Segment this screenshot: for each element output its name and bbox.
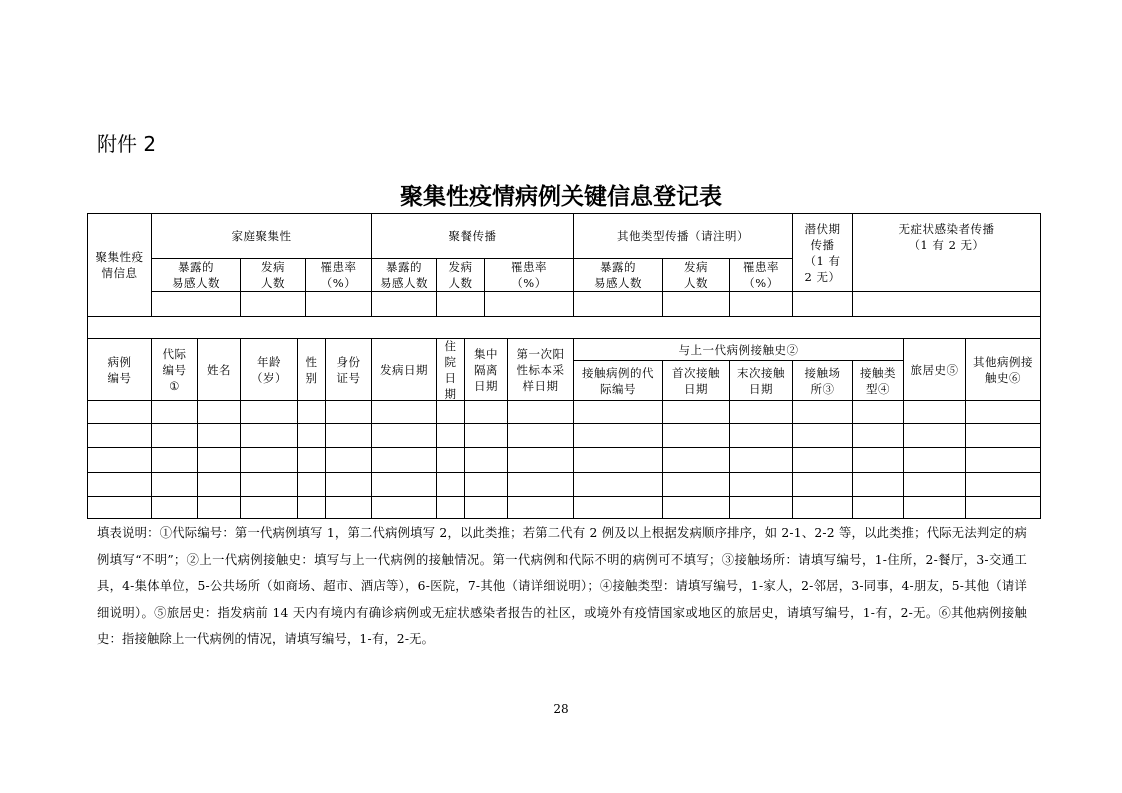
header-onset-date: 发病日期 <box>371 338 437 401</box>
header-other-spread: 其他类型传播（请注明） <box>573 213 793 259</box>
case-input-cell[interactable] <box>325 472 372 497</box>
case-input-cell[interactable] <box>297 400 326 424</box>
case-input-cell[interactable] <box>240 400 298 424</box>
header-first-contact-date: 首次接触 日期 <box>662 360 730 401</box>
header-family-cluster: 家庭聚集性 <box>151 213 372 259</box>
cluster-input-cell[interactable] <box>240 291 306 317</box>
case-input-cell[interactable] <box>573 472 663 497</box>
case-input-cell[interactable] <box>240 423 298 448</box>
header-id-number: 身份 证号 <box>325 338 372 401</box>
case-input-cell[interactable] <box>573 447 663 473</box>
header-contact-history: 与上一代病例接触史② <box>573 338 904 361</box>
subheader-family-rate: 罹患率（%） <box>305 258 372 292</box>
case-input-cell[interactable] <box>325 447 372 473</box>
case-input-cell[interactable] <box>464 423 508 448</box>
case-input-cell[interactable] <box>240 447 298 473</box>
header-first-positive-date: 第一次阳 性标本采 样日期 <box>507 338 574 401</box>
spacer-row <box>87 316 1041 339</box>
case-input-cell[interactable] <box>792 423 853 448</box>
case-input-cell[interactable] <box>573 423 663 448</box>
case-input-cell[interactable] <box>729 423 793 448</box>
header-travel-history: 旅居史⑤ <box>903 338 966 401</box>
case-input-cell[interactable] <box>464 496 508 519</box>
subheader-dining-exposed: 暴露的 易感人数 <box>371 258 437 292</box>
case-input-cell[interactable] <box>297 447 326 473</box>
case-input-cell[interactable] <box>325 400 372 424</box>
case-input-cell[interactable] <box>573 400 663 424</box>
case-input-cell[interactable] <box>87 400 152 424</box>
cluster-input-cell[interactable] <box>371 291 437 317</box>
case-input-cell[interactable] <box>965 423 1041 448</box>
cluster-input-cell[interactable] <box>484 291 574 317</box>
case-input-cell[interactable] <box>197 400 241 424</box>
case-input-cell[interactable] <box>464 472 508 497</box>
case-input-cell[interactable] <box>965 472 1041 497</box>
subheader-dining-rate: 罹患率 （%） <box>484 258 574 292</box>
page-number: 28 <box>553 702 569 716</box>
header-generation-number: 代际 编号 ① <box>151 338 198 401</box>
case-input-cell[interactable] <box>464 400 508 424</box>
case-input-cell[interactable] <box>371 472 437 497</box>
case-input-cell[interactable] <box>240 496 298 519</box>
case-input-cell[interactable] <box>240 472 298 497</box>
case-input-cell[interactable] <box>371 400 437 424</box>
case-input-cell[interactable] <box>662 423 730 448</box>
cluster-input-cell[interactable] <box>151 291 241 317</box>
case-input-cell[interactable] <box>965 496 1041 519</box>
header-case-number: 病例 编号 <box>87 338 152 401</box>
case-input-cell[interactable] <box>729 496 793 519</box>
cluster-info-label: 聚集性疫 情信息 <box>87 213 152 317</box>
case-input-cell[interactable] <box>297 423 326 448</box>
cluster-input-cell[interactable] <box>729 291 793 317</box>
header-last-contact-date: 末次接触 日期 <box>729 360 793 401</box>
case-input-cell[interactable] <box>903 423 966 448</box>
case-input-cell[interactable] <box>197 472 241 497</box>
header-name: 姓名 <box>197 338 241 401</box>
case-input-cell[interactable] <box>507 472 574 497</box>
header-asymptomatic-spread: 无症状感染者传播 （1 有 2 无） <box>852 213 1041 292</box>
annex-label: 附件 2 <box>97 132 157 156</box>
case-input-cell[interactable] <box>662 400 730 424</box>
case-input-cell[interactable] <box>507 447 574 473</box>
case-input-cell[interactable] <box>903 496 966 519</box>
case-input-cell[interactable] <box>903 472 966 497</box>
case-input-cell[interactable] <box>965 447 1041 473</box>
case-input-cell[interactable] <box>464 447 508 473</box>
case-input-cell[interactable] <box>297 496 326 519</box>
case-input-cell[interactable] <box>662 472 730 497</box>
case-input-cell[interactable] <box>87 472 152 497</box>
case-input-cell[interactable] <box>792 472 853 497</box>
case-input-cell[interactable] <box>371 496 437 519</box>
cluster-input-cell[interactable] <box>573 291 663 317</box>
header-other-contact-history: 其他病例接 触史⑥ <box>965 338 1041 401</box>
case-input-cell[interactable] <box>729 447 793 473</box>
subheader-other-cases: 发病 人数 <box>662 258 730 292</box>
case-input-cell[interactable] <box>436 400 465 424</box>
case-input-cell[interactable] <box>371 423 437 448</box>
header-hospitalization-date: 住 院 日 期 <box>436 338 465 401</box>
case-input-cell[interactable] <box>573 496 663 519</box>
case-input-cell[interactable] <box>965 400 1041 424</box>
subheader-other-exposed: 暴露的 易感人数 <box>573 258 663 292</box>
case-input-cell[interactable] <box>662 447 730 473</box>
case-input-cell[interactable] <box>903 400 966 424</box>
case-input-cell[interactable] <box>436 472 465 497</box>
case-input-cell[interactable] <box>197 496 241 519</box>
case-input-cell[interactable] <box>436 423 465 448</box>
cluster-input-cell[interactable] <box>305 291 372 317</box>
header-contact-type: 接触类 型④ <box>852 360 904 401</box>
case-input-cell[interactable] <box>507 400 574 424</box>
header-dining-spread: 聚餐传播 <box>371 213 574 259</box>
case-input-cell[interactable] <box>151 400 198 424</box>
case-input-cell[interactable] <box>151 496 198 519</box>
case-input-cell[interactable] <box>151 447 198 473</box>
header-incubation-spread: 潜伏期 传播 （1 有 2 无） <box>792 213 853 292</box>
subheader-dining-cases: 发病 人数 <box>436 258 485 292</box>
case-input-cell[interactable] <box>729 472 793 497</box>
case-input-cell[interactable] <box>436 496 465 519</box>
case-input-cell[interactable] <box>151 423 198 448</box>
form-title: 聚集性疫情病例关键信息登记表 <box>400 184 722 210</box>
case-input-cell[interactable] <box>197 423 241 448</box>
case-input-cell[interactable] <box>852 447 904 473</box>
case-input-cell[interactable] <box>852 472 904 497</box>
case-input-cell[interactable] <box>729 400 793 424</box>
case-input-cell[interactable] <box>371 447 437 473</box>
case-input-cell[interactable] <box>297 472 326 497</box>
cluster-input-cell[interactable] <box>436 291 485 317</box>
case-input-cell[interactable] <box>507 423 574 448</box>
case-input-cell[interactable] <box>87 496 152 519</box>
cluster-input-cell[interactable] <box>662 291 730 317</box>
subheader-family-exposed: 暴露的 易感人数 <box>151 258 241 292</box>
case-input-cell[interactable] <box>87 423 152 448</box>
header-contact-case-number: 接触病例的代 际编号 <box>573 360 663 401</box>
case-input-cell[interactable] <box>325 423 372 448</box>
case-input-cell[interactable] <box>903 447 966 473</box>
case-input-cell[interactable] <box>792 400 853 424</box>
case-input-cell[interactable] <box>852 423 904 448</box>
case-input-cell[interactable] <box>197 447 241 473</box>
case-input-cell[interactable] <box>507 496 574 519</box>
case-input-cell[interactable] <box>151 472 198 497</box>
case-input-cell[interactable] <box>662 496 730 519</box>
case-input-cell[interactable] <box>792 496 853 519</box>
header-contact-place: 接触场 所③ <box>792 360 853 401</box>
header-sex: 性 别 <box>297 338 326 401</box>
subheader-family-cases: 发病 人数 <box>240 258 306 292</box>
case-input-cell[interactable] <box>87 447 152 473</box>
cluster-input-cell[interactable] <box>852 291 1041 317</box>
case-input-cell[interactable] <box>852 496 904 519</box>
header-age: 年龄 （岁） <box>240 338 298 401</box>
case-input-cell[interactable] <box>325 496 372 519</box>
cluster-input-cell[interactable] <box>792 291 853 317</box>
subheader-other-rate: 罹患率 （%） <box>729 258 793 292</box>
form-instructions: 填表说明：①代际编号：第一代病例填写 1，第二代病例填写 2，以此类推；若第二代有 2 例及以上根据发病顺序排序，如 2-1、2-2 等，以此类推；代际无法判定的病例填写“不明”；②上一代病例接触史：填写与上一代病例的接触情况。第一代病例和代际不明的病例可不填写；③接触场所：请填写编号，1-住所，2-餐厅，3-交通工具，4-集体单位，5-公共场所（如商场、超市、酒店等），6-医院，7-其他（请详细说明）；④接触类型：请填写编号，1-家人，2-邻居，3-同事，4-朋友，5-其他（请详细说明）。⑤旅居史：指发病前 14 天内有境内有确诊病例或无症状感染者报告的社区，或境外有疫情国家或地区的旅居史，请填写编号，1-有，2-无。⑥其他病例接触史：指接触除上一代病例的情况，请填写编号，1-有，2-无。 <box>97 526 1027 646</box>
case-input-cell[interactable] <box>436 447 465 473</box>
header-isolation-date: 集中 隔离 日期 <box>464 338 508 401</box>
case-input-cell[interactable] <box>852 400 904 424</box>
case-input-cell[interactable] <box>792 447 853 473</box>
